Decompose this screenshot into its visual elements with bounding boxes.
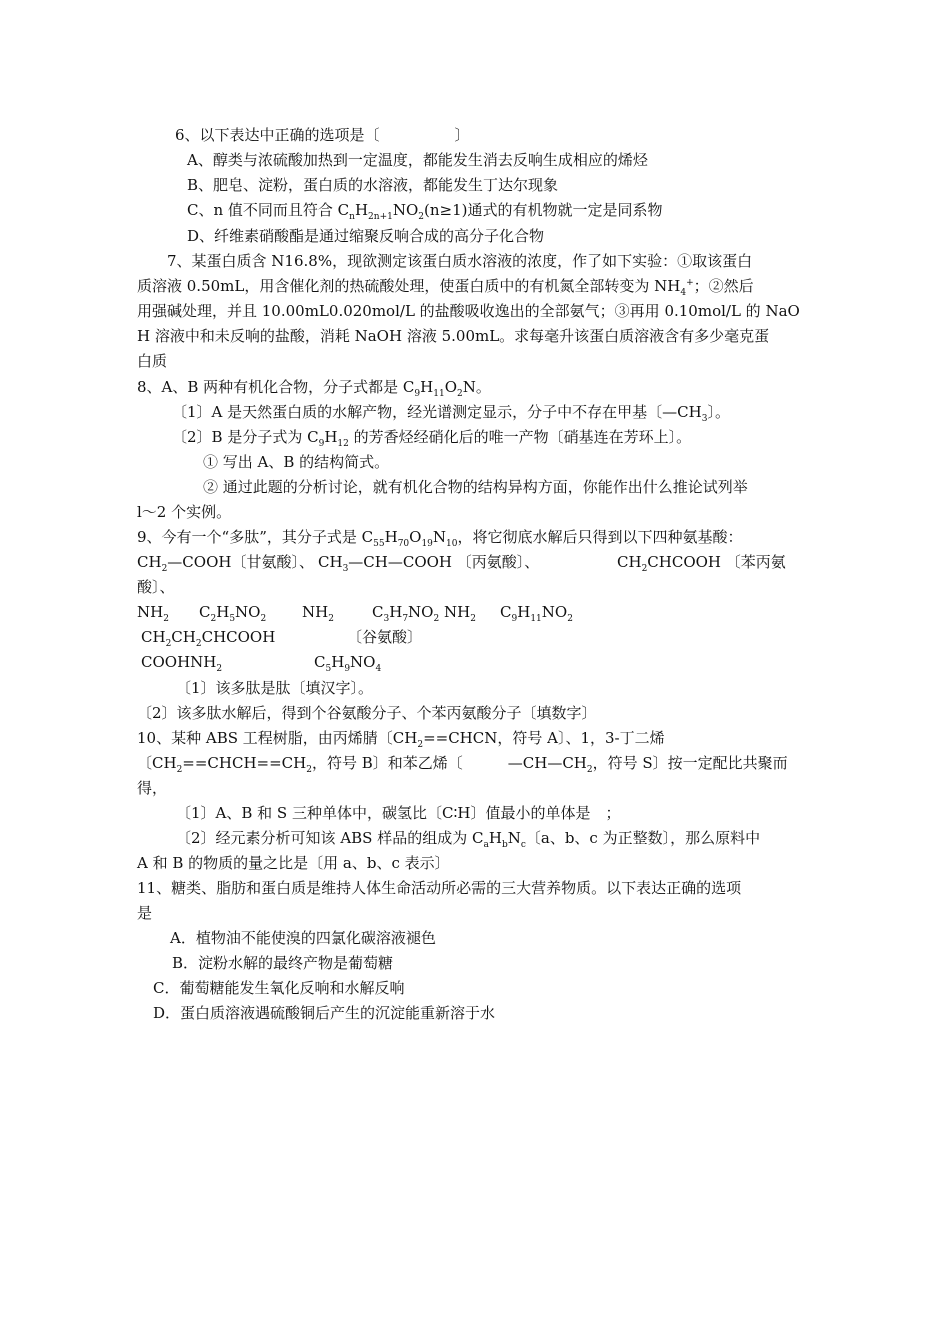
q9-phenylalanine-formula: $C_9H_{11}NO_2$ — [500, 603, 573, 624]
q9-glutamic-acid-groups: $COOHNH_2$ — [141, 653, 223, 674]
q7-line-3: 用强碱处理，并且 10.00mL0.020mol/L 的盐酸吸收逸出的全部氨气；③再用 0.10mol/L 的 NaO — [137, 302, 800, 320]
q9-part-2: 〔2〕该多肽水解后，得到个谷氨酸分子、个苯丙氨酸分子〔填数字〕 — [137, 704, 597, 722]
q10-line-2: 〔$CH_2==CHCH==CH_2$，符号 B〕和苯乙烯〔 $—CH—CH_2$，符号 S〕按一定配比共聚而 — [137, 754, 788, 775]
q11-option-d: D．蛋白质溶液遇硫酸铜后产生的沉淀能重新溶于水 — [153, 1004, 496, 1022]
q6-option-b: B、肥皂、淀粉，蛋白质的水溶液，都能发生丁达尔现象 — [187, 176, 559, 194]
q6-option-d: D、纤维素硝酸酯是通过缩聚反响合成的高分子化合物 — [187, 227, 545, 245]
q9-glutamic-acid: $CH_2CH_2CHCOOH$ — [141, 628, 276, 649]
q6-option-a: A、醇类与浓硫酸加热到一定温度，都能发生消去反响生成相应的烯烃 — [187, 151, 648, 169]
q9-amino-group-1: $NH_2$ — [137, 603, 169, 624]
q8-sub-2: ② 通过此题的分析讨论，就有机化合物的结构异构方面，你能作出什么推论试列举 — [203, 478, 748, 496]
q9-glutamic-acid-name: 〔谷氨酸〕 — [347, 628, 423, 646]
q9-glutamic-acid-formula: $C_5H_9NO_4$ — [314, 653, 382, 674]
q9-glycine: $CH_2—COOH$〔甘氨酸〕、 — [137, 553, 314, 574]
q10-part-2-cont: A 和 B 的物质的量之比是〔用 a、b、c 表示〕 — [137, 854, 450, 872]
q6-option-c: C、n 值不同而且符合 $C_nH_{2n+1}NO_2(n\ge 1)$通式的有机物就一定是同系物 — [187, 201, 663, 222]
q9-alanine-formula: $C_3H_7NO_2$ $NH_2$ — [372, 603, 476, 624]
q9-phenylalanine-cont: 酸〕、 — [137, 578, 175, 596]
q11-option-b: B．淀粉水解的最终产物是葡萄糖 — [172, 954, 394, 972]
q9-amino-group-2: $NH_2$ — [302, 603, 334, 624]
q9-part-1: 〔1〕该多肽是肽〔填汉字〕。 — [176, 679, 374, 697]
q10-part-2: 〔2〕经元素分析可知该 ABS 样品的组成为 $C_aH_bN_c$〔a、b、c 为正整数〕，那么原料中 — [176, 829, 761, 850]
q11-line-1: 11、糖类、脂肪和蛋白质是维持人体生命活动所必需的三大营养物质。以下表达正确的选项 — [137, 879, 742, 897]
q11-option-c: C．葡萄糖能发生氧化反响和水解反响 — [153, 979, 405, 997]
q9-alanine: $CH_3—CH—COOH$ 〔丙氨酸〕、 — [318, 553, 540, 574]
q11-option-a: A．植物油不能使溴的四氯化碳溶液褪色 — [170, 929, 436, 947]
q8-part-2: 〔2〕B 是分子式为 $C_9H_{12}$ 的芳香烃经硝化后的唯一产物〔硝基连在芳环上〕。 — [172, 428, 692, 449]
q9-phenylalanine: $CH_2CHCOOH$ 〔苯丙氨 — [617, 553, 786, 574]
q8-stem: 8、A、B 两种有机化合物，分子式都是 $C_9H_{11}O_2N$。 — [137, 378, 491, 399]
q8-part-1: 〔1〕A 是天然蛋白质的水解产物，经光谱测定显示，分子中不存在甲基〔$—CH_3$〕。 — [172, 403, 730, 424]
q7-line-5: 白质 — [137, 352, 168, 370]
q9-glycine-formula: $C_2H_5NO_2$ — [199, 603, 267, 624]
q8-sub-1: ① 写出 A、B 的结构简式。 — [203, 453, 390, 471]
q10-line-3: 得， — [137, 779, 168, 797]
q8-sub-2-cont: l～2 个实例。 — [137, 503, 232, 521]
q10-line-1: 10、某种 ABS 工程树脂，由丙烯腈〔$CH_2==CHCN$，符号 A〕、1，3-丁二烯 — [137, 729, 665, 750]
q9-stem: 9、今有一个“多肽”，其分子式是 $C_{55}H_{70}O_{19}N_{10}$，将它彻底水解后只得到以下四种氨基酸： — [137, 528, 743, 549]
q7-line-2: 质溶液 0.50mL，用含催化剂的热硫酸处理，使蛋白质中的有机氮全部转变为 $NH_4^+$；②然后 — [137, 277, 754, 298]
q7-line-1: 7、某蛋白质含 N16.8%，现欲测定该蛋白质水溶液的浓度，作了如下实验：①取该蛋白 — [167, 252, 753, 270]
q10-part-1: 〔1〕A、B 和 S 三种单体中，碳氢比〔C∶H〕值最小的单体是 ； — [176, 804, 621, 822]
q11-line-2: 是 — [137, 904, 153, 922]
q7-line-4: H 溶液中和未反响的盐酸，消耗 NaOH 溶液 5.00mL。求每毫升该蛋白质溶液含有多少毫克蛋 — [137, 327, 770, 345]
q6-stem: 6、以下表达中正确的选项是〔 〕 — [175, 126, 470, 144]
